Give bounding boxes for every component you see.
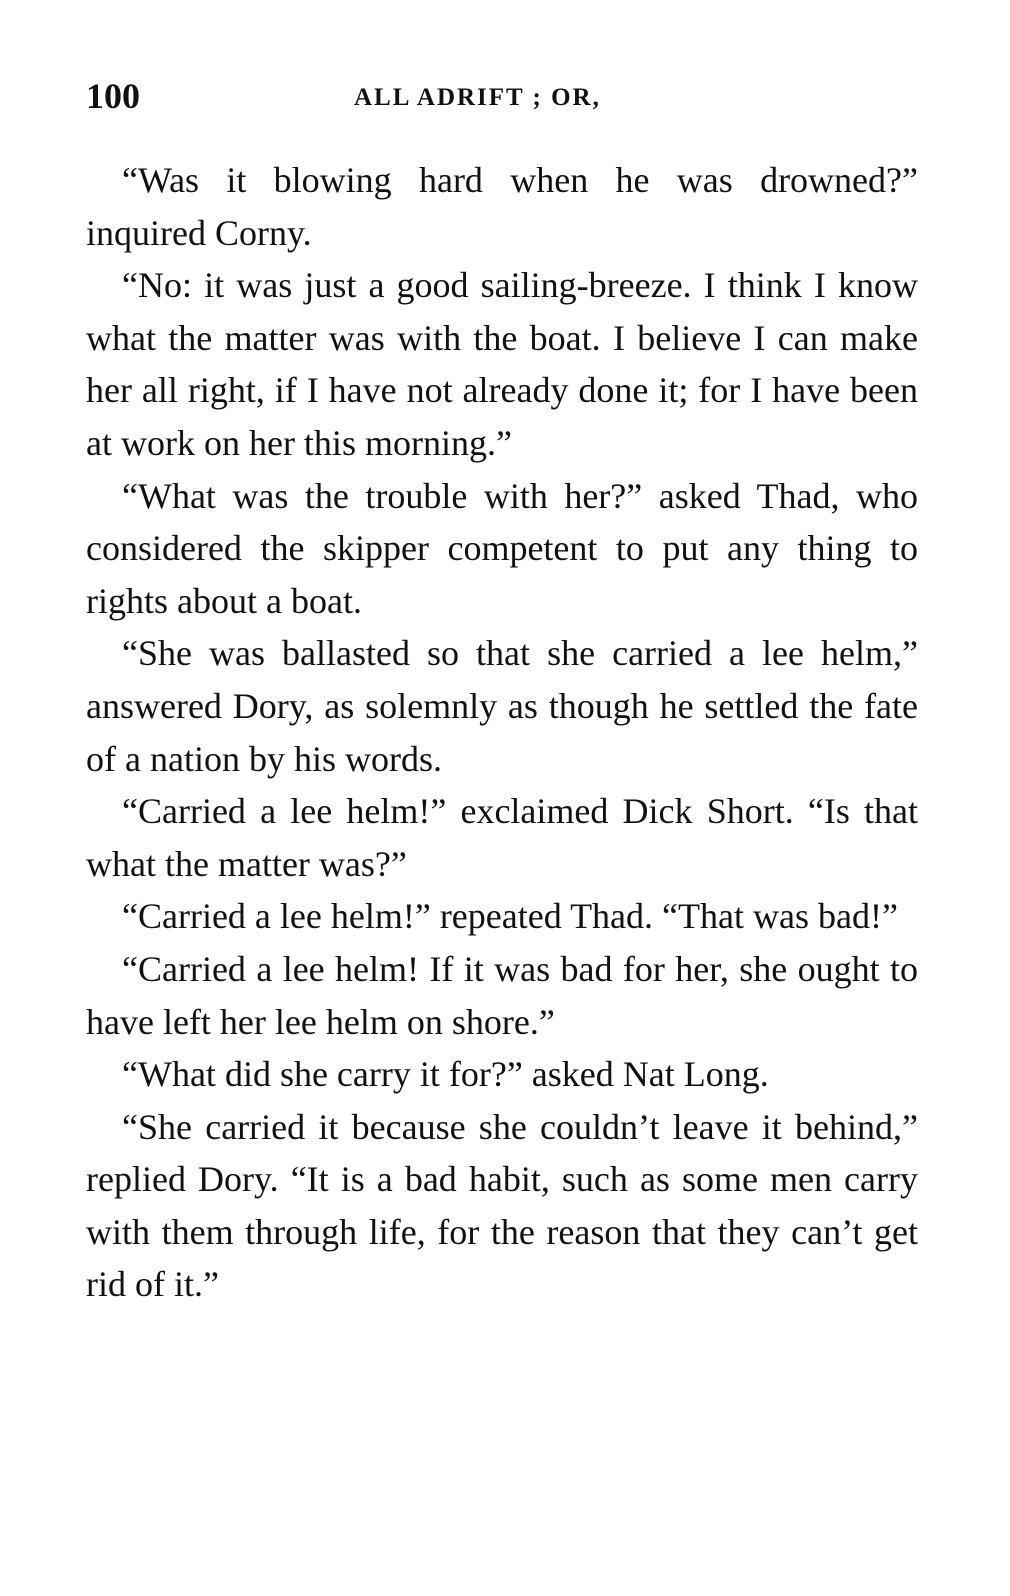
paragraph: “Carried a lee helm!” exclaimed Dick Short. “Is that what the matter was?” bbox=[86, 791, 918, 884]
running-head bbox=[86, 74, 918, 118]
paragraph: “No: it was just a good sailing-breeze. I think I know what the matter was with the boat. I believe I can make her all right, if I have not already done it; for I have been at work on her this morning.” bbox=[86, 265, 918, 463]
paragraph: “Carried a lee helm!” repeated Thad. “That was bad!” bbox=[122, 896, 898, 937]
body-text bbox=[86, 154, 918, 1311]
paragraph: “She carried it because she couldn’t leave it behind,” replied Dory. “It is a bad habit, such as some men carry with them through life, for the reason that they can’t get rid of it.” bbox=[86, 1106, 918, 1305]
running-title: ALL ADRIFT ; OR, bbox=[354, 84, 601, 111]
page-number: 100 bbox=[86, 76, 140, 116]
paragraph: “She was ballasted so that she carried a lee helm,” answered Dory, as solemnly as though he settled the fate of a nation by his words. bbox=[86, 633, 918, 779]
paragraph: “Carried a lee helm! If it was bad for her, she ought to have left her lee helm on shore.” bbox=[86, 948, 918, 1042]
paragraph: “Was it blowing hard when he was drowned?” inquired Corny. bbox=[86, 160, 918, 253]
paragraph: “What did she carry it for?” asked Nat Long. bbox=[122, 1054, 769, 1095]
paragraph: “What was the trouble with her?” asked Thad, who considered the skipper competent to put any thing to rights about a boat. bbox=[86, 475, 918, 621]
